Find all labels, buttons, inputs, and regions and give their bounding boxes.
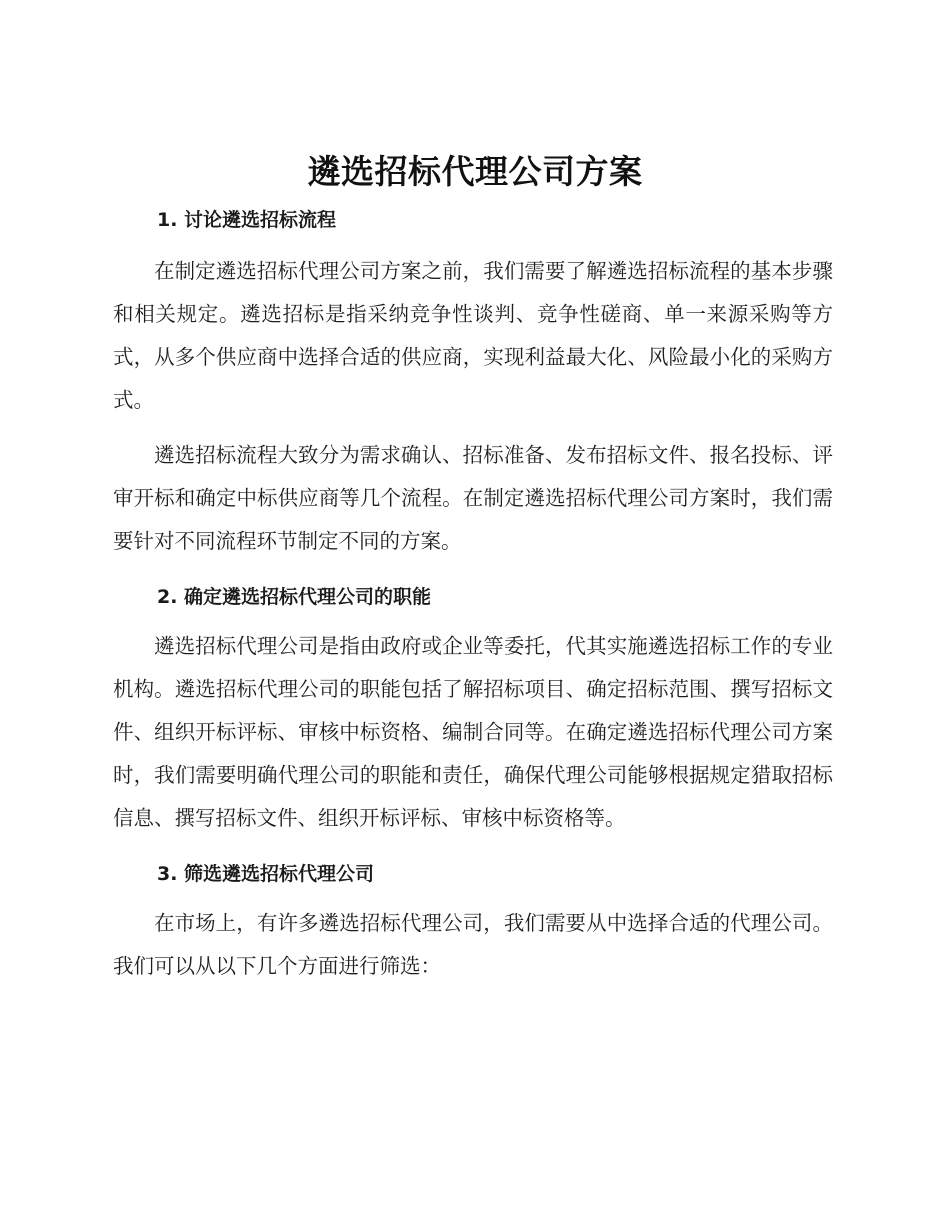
section-2-heading: 2. 确定遴选招标代理公司的职能 [157, 586, 432, 608]
section-1-paragraph-1: 在制定遴选招标代理公司方案之前，我们需要了解遴选招标流程的基本步骤和相关规定。遴选招标是指采纳竞争性谈判、竞争性磋商、单一来源采购等方式，从多个供应商中选择合适的供应商，实现利益最大化、风险最小化的采购方式。 [113, 259, 833, 412]
section-1-paragraph-2: 遴选招标流程大致分为需求确认、招标准备、发布招标文件、报名投标、评审开标和确定中标供应商等几个流程。在制定遴选招标代理公司方案时，我们需要针对不同流程环节制定不同的方案。 [113, 443, 833, 553]
section-3-heading: 3. 筛选遴选招标代理公司 [157, 863, 375, 885]
section-3-paragraph-1: 在市场上，有许多遴选招标代理公司，我们需要从中选择合适的代理公司。我们可以从以下几个方面进行筛选： [113, 911, 833, 978]
section-1-heading: 1. 讨论遴选招标流程 [157, 209, 337, 231]
document-title: 遴选招标代理公司方案 [307, 152, 643, 191]
document-body [113, 200, 833, 988]
section-2-paragraph-1: 遴选招标代理公司是指由政府或企业等委托，代其实施遴选招标工作的专业机构。遴选招标代理公司的职能包括了解招标项目、确定招标范围、撰写招标文件、组织开标评标、审核中标资格、编制合同等。在确定遴选招标代理公司方案时，我们需要明确代理公司的职能和责任，确保代理公司能够根据规定猎取招标信息、撰写招标文件、组织开标评标、审核中标资格等。 [113, 634, 833, 830]
